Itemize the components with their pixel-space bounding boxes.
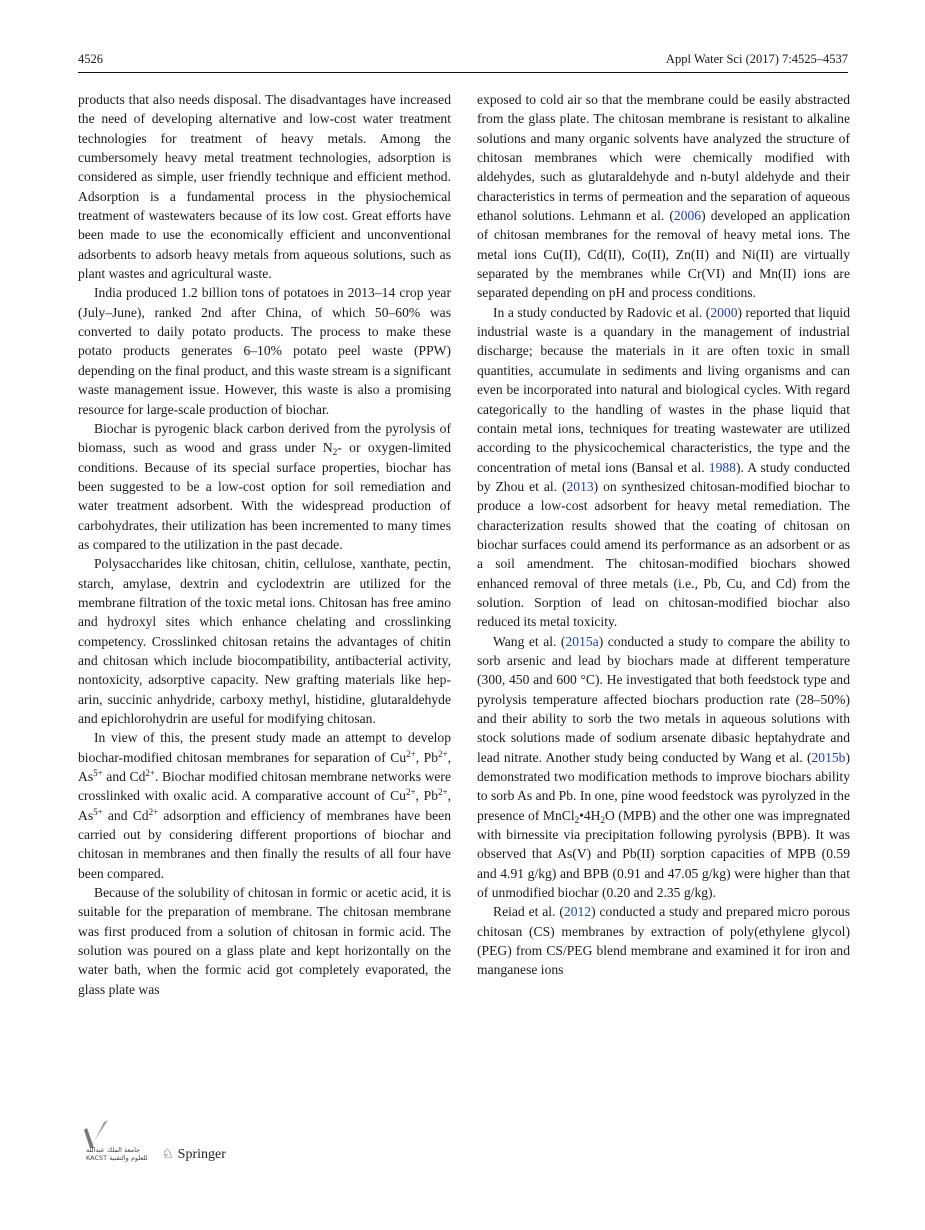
paragraph: India produced 1.2 billion tons of potatoes in 2013–14 crop year (July–June), ranked 2nd after China, of which 50–60% was converted to daily potato products. The process to make these potato products generates 6–10% potato peel waste (PPW) depending on the final product, and this waste stream is a significant waste management issue. However, this waste is also a promising resource for large-scale production of biochar. bbox=[78, 285, 451, 417]
springer-logo bbox=[162, 1146, 226, 1163]
paragraph: Because of the solubility of chitosan in formic or acetic acid, it is suitable for the preparation of membrane. The chitosan membrane was first produced from a solution of chitosan in formic acid. The solution was poured on a glass plate and kept horizontally on the water bath, when the formic acid got completely evaporated, the glass plate was bbox=[78, 885, 451, 997]
left-column bbox=[78, 90, 451, 999]
citation-link[interactable]: 2015b bbox=[811, 749, 846, 765]
paragraph: In a study conducted by Radovic et al. (2000) reported that liquid industrial waste is a quandary in the management of industrial discharge; because the materials in it are often toxic in small quantities, accumulate in sediments and living organisms and can even be incorporated into natural and biological cycles. With regard categorically to the handling of wastes in the phase liquid that contain metal ions, techniques for treating wastewater are utilized according to the physicochemical characteristics, the type and the concentration of metal ions (Bansal et al. 1988). A study conducted by Zhou et al. (2013) on synthesized chitosan-modified biochar to produce a low-cost adsorbent for heavy metal remediation. The characterization results showed that the coating of chitosan on biochar surfaces could amend its performance as an adsorbent or as a soil amendment. The chitosan-modified biochars showed enhanced removal of three metals (i.e., Pb, Cu, and Cd) from the solution. Sorption of lead on chitosan-modified biochar also reduced its metal toxicity. bbox=[477, 304, 851, 630]
publisher-name: Springer bbox=[177, 1147, 226, 1162]
running-header bbox=[78, 50, 848, 73]
kaust-logo-icon bbox=[84, 1120, 110, 1148]
journal-reference: Appl Water Sci (2017) 7:4525–4537 bbox=[665, 52, 848, 66]
springer-horse-icon: ♘ bbox=[162, 1146, 174, 1161]
paragraph: Wang et al. (2015a) conducted a study to compare the ability to sorb arsenic and lead by biochars made at different temperature (300, 450 and 600 °C). He investigated that both feedstock type and pyrolysis temperature affected biochars production rate (28–50%) and their ability to sorb the two metals in aqueous solutions with stock solutions made of sodium arsenate dibasic heptahydrate and lead nitrate. Another study being conducted by Wang et al. (2015b) demonstrated two modification methods to improve biochars ability to sorb As and Pb. In one, pine wood feedstock was pyrolyzed in the presence of $MnCl_2•4H_2O$ (MPB) and the other one was impregnated with birnessite via precipitation following pyrolysis (BPB). It was observed that As(V) and Pb(II) sorption capacities of MPB (0.59 and 4.91 g/kg) and BPB (0.91 and 47.05 g/kg) were higher than that of unmodified biochar (0.20 and 2.35 g/kg). bbox=[477, 633, 850, 901]
paragraph: exposed to cold air so that the membrane could be easily abstracted from the glass plate. The chitosan membrane is resistant to alkaline solutions and many organic solvents have analyzed the structure of chitosan membranes which were chemically modified with aldehydes, such as glutaraldehyde and n-butyl aldehyde and their characteristics in terms of permeation and the separation of aqueous ethanol solutions. Lehmann et al. (2006) developed an application of chitosan membranes for the removal of heavy metal ions. The metal ions Cu(II), Cd(II), Co(II), Zn(II) and Ni(II) are virtually separated by the membranes while Cr(VI) and Mn(II) ions are separated depending on pH and process conditions. bbox=[477, 92, 850, 301]
page-number: 4526 bbox=[78, 52, 103, 66]
paragraph: Polysaccharides like chitosan, chitin, cellulose, xanthate, pectin, starch, amylase, dextrin and cyclodextrin are utilized for the membrane filtration of the toxic metal ions. Chitosan has free amino and hydroxyl sites which enhance chelating and crosslinking competency. Crosslinked chitosan retains the advantages of chitin and chitosan which include biocompatibility, antibacterial activity, nontoxicity, adsorptive capacity. New grafting materials like heparin, succinic anhydride, carboxy methyl, histidine, glutaraldehyde and epichlorohydrin are useful for modifying chitosan. bbox=[78, 556, 451, 726]
citation-link[interactable]: 2015a bbox=[565, 633, 599, 649]
paragraph: In view of this, the present study made an attempt to develop biochar-modified chitosan membranes for separation of $Cu^{2+}$, $Pb^{2+}$, $As^{5+}$ and $Cd^{2+}$. Biochar modified chitosan membrane networks were crosslinked with oxalic acid. A comparative account of $Cu^{2+}$, $Pb^{2+}$, $As^{5+}$ and $Cd^{2+}$ adsorption and efficiency of membranes have been carried out by considering different proportions of biochar and chitosan in membranes and then finally the results of all four have been compared. bbox=[78, 730, 451, 881]
citation-link[interactable]: 1988 bbox=[708, 459, 736, 475]
paragraph: products that also needs disposal. The disadvantages have increased the need of developing alternative and low-cost water treatment technologies for treatment of heavy metals. Among the cumbersomely heavy metal treatment technologies, adsorption is considered as simple, user friendly technique and efficient method. Adsorption is a fundamental process in the physiochemical treatment of wastewaters because of its low cost. Great efforts have been made to use the economically efficient and unconventional adsorbents to adsorb heavy metals from aqueous solutions, such as plant wastes and agricultural waste. bbox=[78, 92, 451, 282]
citation-link[interactable]: 2012 bbox=[563, 904, 592, 920]
citation-link[interactable]: 2013 bbox=[566, 478, 594, 494]
right-column bbox=[477, 90, 850, 980]
paragraph: Biochar is pyrogenic black carbon derived from the pyrolysis of biomass, such as wood and grass under $N_2-$ or oxygen-limited conditions. Because of its special surface properties, biochar has been suggested to be a low-cost option for soil remediation and water treatment adsorbent. With the widespread production of carbohydrates, their utilization has been incremented to many times as compared to the utilization in the past decade. bbox=[78, 420, 451, 552]
citation-link[interactable]: 2000 bbox=[710, 304, 738, 320]
paragraph: Reiad et al. (2012) conducted a study and prepared micro porous chitosan (CS) membranes by extraction of poly(ethylene glycol) (PEG) from CS/PEG blend membrane and examined it for iron and manganese ions bbox=[477, 904, 850, 978]
page-footer bbox=[80, 1118, 280, 1168]
citation-link[interactable]: 2006 bbox=[673, 208, 702, 224]
kaust-label: جامعة الملك عبدالله KACST للعلوم والتقنية bbox=[86, 1146, 148, 1162]
